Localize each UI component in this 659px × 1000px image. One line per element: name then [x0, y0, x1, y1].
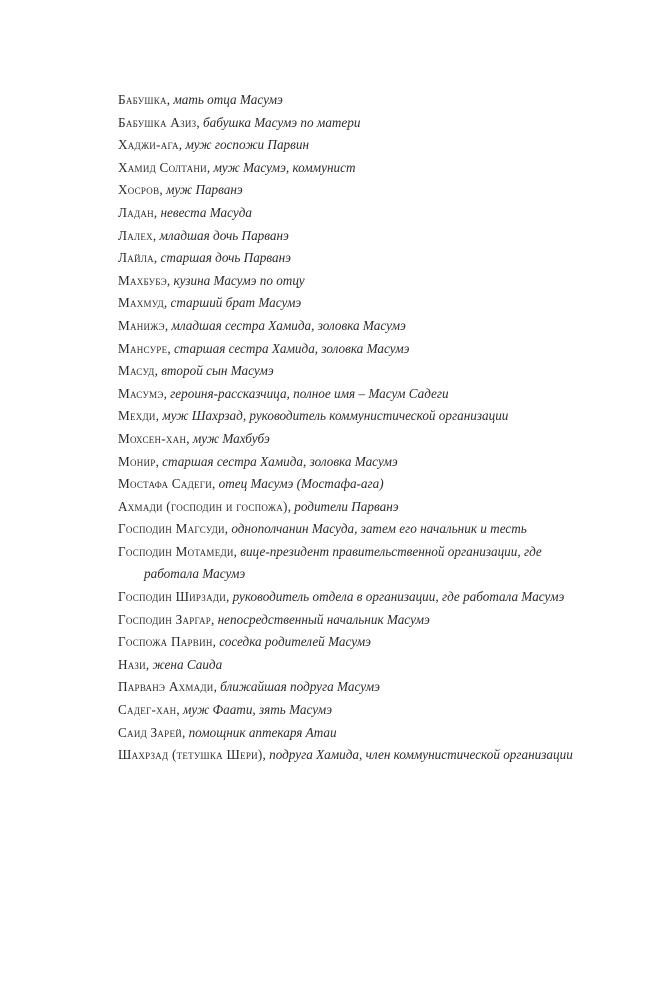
character-name: Бабушка Азиз [118, 114, 197, 130]
separator: , [164, 317, 172, 333]
character-entry [118, 428, 588, 451]
separator: , [212, 634, 220, 650]
character-description: подруга Хамида, член коммунистической организации [269, 747, 573, 763]
separator: , [178, 137, 186, 153]
character-name: Ладан [118, 204, 154, 220]
character-description: муж Махбубэ [192, 430, 270, 446]
character-entry [118, 89, 588, 112]
character-name: Махбубэ [118, 272, 167, 288]
character-description: однополчанин Масуда, затем его начальник и тесть [231, 521, 527, 537]
separator: , [196, 114, 203, 130]
character-name: Госпожа Парвин [118, 634, 213, 650]
character-name: Парванэ Ахмади [118, 679, 214, 695]
character-name: Хамид Солтани [118, 159, 207, 175]
character-entry [118, 518, 588, 541]
character-entry [118, 225, 588, 248]
character-description: второй сын Масумэ [161, 363, 274, 379]
separator: , [163, 385, 171, 401]
character-description: родители Парванэ [294, 498, 399, 514]
character-name: Нази [118, 656, 146, 672]
character-description: героиня-рассказчица, полное имя – Масум Садеги [170, 385, 449, 401]
separator: , [145, 656, 153, 672]
character-description: старшая дочь Парванэ [160, 250, 291, 266]
character-description: старшая сестра Хамида, золовка Масумэ [162, 453, 398, 469]
character-entry [118, 383, 588, 406]
separator: , [153, 204, 161, 220]
character-entry [118, 609, 588, 632]
character-description: муж Масумэ, коммунист [213, 159, 356, 175]
separator: , [155, 453, 163, 469]
character-description: муж Шахрзад, руководитель коммунистической организации [162, 408, 509, 424]
separator: , [213, 679, 221, 695]
character-name: Садег-хан [118, 702, 177, 718]
character-entry [118, 722, 588, 745]
character-description: младшая сестра Хамида, золовка Масумэ [171, 317, 406, 333]
separator: , [155, 408, 163, 424]
character-entry [118, 541, 588, 586]
character-name: Хосров [118, 182, 160, 198]
character-name: Господин Заргар [118, 611, 212, 627]
character-entry [118, 360, 588, 383]
separator: , [159, 182, 166, 198]
character-entry [118, 586, 588, 609]
character-name: Мехди [118, 408, 156, 424]
character-description: кузина Масумэ по отцу [173, 272, 305, 288]
character-entry [118, 157, 588, 180]
character-name: Махмуд [118, 295, 164, 311]
character-name: Монир [118, 453, 156, 469]
character-description: муж Фаати, зять Масумэ [183, 702, 333, 718]
character-description: руководитель отдела в организации, где работала Масумэ [232, 589, 565, 605]
character-description: мать отца Масумэ [173, 92, 283, 107]
character-entry [118, 315, 588, 338]
character-description: отец Масумэ (Мостафа-ага) [218, 476, 384, 492]
separator: , [211, 611, 218, 627]
character-description: непосредственный начальник Масумэ [217, 611, 430, 627]
separator: , [262, 747, 270, 763]
character-entry [118, 676, 588, 699]
character-entry [118, 405, 588, 428]
character-description: муж Парванэ [165, 182, 243, 198]
character-name: Саид Зарей [118, 724, 182, 740]
separator: , [154, 363, 162, 379]
character-name: Лалех [118, 227, 153, 243]
character-name: Манижэ [118, 317, 165, 333]
character-entry [118, 112, 588, 135]
character-description: соседка родителей Масумэ [219, 634, 371, 650]
character-name: Лайла [118, 250, 154, 266]
separator: , [226, 589, 233, 605]
character-name: Господин Мотамеди [118, 543, 234, 559]
character-entry [118, 270, 588, 293]
character-name: Мостафа Садеги [118, 476, 212, 492]
character-description: муж госпожи Парвин [185, 137, 309, 153]
character-entry [118, 292, 588, 315]
character-name: Мохсен-хан [118, 430, 187, 446]
character-entry [118, 338, 588, 361]
character-name: Масумэ [118, 385, 164, 401]
character-entry [118, 179, 588, 202]
character-name: Шахрзад (тетушка Шери) [118, 747, 263, 763]
character-description: невеста Масуда [160, 204, 252, 220]
separator: , [181, 724, 189, 740]
character-name: Господин Магсуди [118, 521, 225, 537]
character-description: помощник аптекаря Атаи [188, 724, 337, 740]
separator: , [167, 340, 174, 356]
separator: , [233, 543, 241, 559]
character-entry [118, 202, 588, 225]
character-name: Ахмади (господин и госпожа) [118, 498, 288, 514]
separator: , [153, 250, 161, 266]
character-description: бабушка Масумэ по матери [202, 114, 361, 130]
separator: , [166, 92, 174, 107]
character-description: вице-президент правительственной организации, где работала Масумэ [144, 543, 542, 582]
character-description: младшая дочь Парванэ [159, 227, 289, 243]
character-entry [118, 451, 588, 474]
character-entry [118, 496, 588, 519]
separator: , [206, 159, 214, 175]
separator: , [166, 272, 174, 288]
character-name: Масуд [118, 363, 155, 379]
separator: , [212, 476, 219, 492]
character-entry [118, 699, 588, 722]
character-entry [118, 247, 588, 270]
character-entry [118, 631, 588, 654]
character-description: жена Саида [152, 656, 223, 672]
separator: , [287, 498, 295, 514]
character-entry [118, 134, 588, 157]
separator: , [186, 430, 193, 446]
character-entry [118, 473, 588, 496]
separator: , [176, 702, 183, 718]
character-name: Хаджи-ага [118, 137, 179, 153]
character-name: Мансуре [118, 340, 168, 356]
character-description: старший брат Масумэ [170, 295, 302, 311]
character-description: старшая сестра Хамида, золовка Масумэ [173, 340, 410, 356]
character-entry [118, 744, 588, 767]
character-name: Господин Ширзади [118, 589, 227, 605]
character-description: ближайшая подруга Масумэ [220, 679, 380, 695]
separator: , [163, 295, 171, 311]
separator: , [224, 521, 232, 537]
character-entry [118, 654, 588, 677]
separator: , [152, 227, 160, 243]
character-list [118, 89, 588, 767]
character-name: Бабушка [118, 92, 167, 107]
